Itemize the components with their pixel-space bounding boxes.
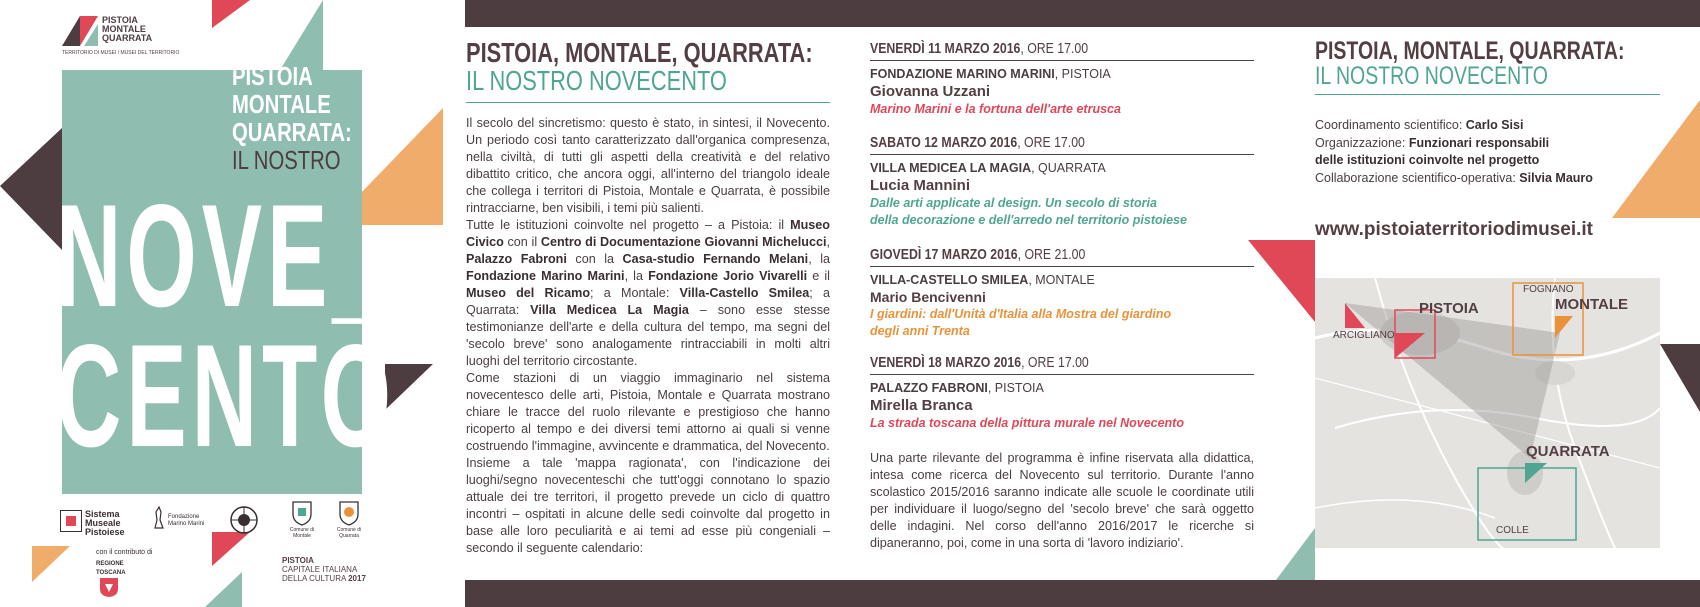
logo-line-1: PISTOIA: [102, 15, 138, 25]
event-3: [870, 246, 1254, 340]
intro-panel: [466, 38, 830, 578]
logo-line-2: MONTALE: [102, 24, 146, 34]
intro-paragraph-1: Il secolo del sincretismo: questo è stato, in sintesi, il Novecento. Un periodo così tanto caratterizzato dall'organica compresenza, nella civiltà, di tutti gli aspetti della creatività e del relativo dibattito critico, che ancora oggi, all'interno del triangolo ideale che collega i territori di Pistoia, Montale e Quarrata, è possibile rintracciarne, ben visibili, i temi più salienti.: [466, 116, 830, 215]
intro-body: [466, 115, 830, 557]
event-title: Dalle arti applicate al design. Un secolo di storia: [870, 196, 1157, 210]
emblem-icon: [226, 502, 262, 538]
map-label-quarrata: QUARRATA: [1526, 443, 1610, 460]
map-label-colle: COLLE: [1496, 525, 1529, 536]
logo-mark-icon: [62, 16, 98, 46]
event-1: [870, 40, 1254, 118]
logo-fondazione-marini: Fondazione Marino Marini: [152, 504, 212, 536]
capitale-line-1: PISTOIA: [282, 556, 314, 565]
territory-map: [1315, 278, 1660, 548]
event-title-line-2: degli anni Trenta: [870, 324, 970, 338]
intro-paragraph-4: Insieme a tale 'mappa ragionata', con l'indicazione dei luoghi/segno novecenteschi che tutt'oggi connotano lo spazio attuale dei tre territori, il progetto prevede un ciclo di quattro incontri – ospitati in alcune delle sedi coinvolte dal progetto in base alle loro peculiarità e ai temi ad esse più congeniali – secondo il seguente calendario:: [466, 456, 830, 555]
credit-coordinamento: Coordinamento scientifico: Carlo Sisi: [1315, 118, 1524, 132]
capitale-block: [282, 556, 366, 583]
cover-title-line-4: IL NOSTRO: [232, 145, 341, 175]
event-date: GIOVEDÌ 17 MARZO 2016, ORE 21.00: [870, 246, 1086, 263]
back-panel: [1315, 38, 1660, 578]
contrib-label: con il contributo di: [96, 549, 153, 556]
shield-icon: [291, 500, 313, 526]
dark-triangle-left: [0, 128, 62, 250]
credit-organizzazione-2: delle istituzioni coinvolte nel progetto: [1315, 153, 1540, 167]
intro-subtitle: IL NOSTRO NOVECENTO: [466, 65, 727, 96]
event-place: PALAZZO FABRONI, PISTOIA: [870, 381, 1044, 395]
regione-label: REGIONE TOSCANA: [96, 561, 126, 576]
cover-title-line-3: QUARRATA:: [232, 117, 352, 147]
teal-triangle-middle: [1276, 528, 1315, 580]
intro-title: PISTOIA, MONTALE, QUARRATA:: [466, 37, 813, 68]
logo-coat-emblem: [226, 502, 262, 538]
event-rule: [870, 266, 1254, 267]
capitale-line-2: CAPITALE ITALIANA: [282, 565, 358, 574]
events-panel: [870, 40, 1254, 580]
event-rule: [870, 154, 1254, 155]
event-date: SABATO 12 MARZO 2016, ORE 17.00: [870, 134, 1085, 151]
event-title: La strada toscana della pittura murale nel Novecento: [870, 416, 1184, 430]
event-place: VILLA MEDICEA LA MAGIA, QUARRATA: [870, 161, 1106, 175]
top-bar-1: [465, 0, 1315, 27]
dark-triangle-far-right: [1660, 344, 1700, 412]
credits: [1315, 117, 1660, 187]
back-subtitle: IL NOSTRO NOVECENTO: [1315, 62, 1548, 90]
event-place: FONDAZIONE MARINO MARINI, PISTOIA: [870, 67, 1111, 81]
credit-organizzazione: Organizzazione: Funzionari responsabili: [1315, 135, 1550, 150]
cover-title-line-1: PISTOIA: [232, 61, 313, 91]
teal-triangle-bottom: [205, 572, 242, 607]
map-label-montale: MONTALE: [1555, 296, 1629, 313]
map-triangle: [1345, 303, 1560, 458]
event-title: I giardini: dall'Unità d'Italia alla Mostra del giardino: [870, 307, 1172, 321]
event-rule: [870, 60, 1254, 61]
event-rule: [870, 374, 1254, 375]
event-4: [870, 354, 1254, 432]
event-speaker: Lucia Mannini: [870, 177, 971, 194]
event-title: Marino Marini e la fortuna dell'arte etrusca: [870, 102, 1121, 116]
capitale-year: 2017: [348, 574, 366, 583]
map-label-fognano: FOGNANO: [1523, 284, 1574, 295]
event-speaker: Mario Bencivenni: [870, 289, 986, 305]
cover-title: [232, 62, 352, 174]
cover-title-line-2: MONTALE: [232, 89, 331, 119]
event-speaker: Mirella Branca: [870, 397, 973, 414]
logo-comune-montale: Comune di Montale: [286, 500, 318, 544]
logo-comune-quarrata: Comune di Quarrata: [332, 500, 366, 544]
montale-marker: [1555, 316, 1573, 338]
intro-paragraph-2: Tutte le istituzioni coinvolte nel progetto – a Pistoia: il Museo Civico con il Centro di Documentazione Giovanni Michelucci, Palazzo Fabroni con la Casa-studio Fernando Melani, la Fondazione Marino Marini, la Fondazione Jorio Vivarelli e il Museo del Ricamo; a Montale: Villa-Castello Smilea; a Quarrata: Villa Medicea La Magia – sono esse stesse testimonianze dell'arte e della cultura del tempo, ma segni del 'secolo breve' sono analogamente rintracciabili in molti altri luoghi del territorio circostante.: [466, 218, 830, 368]
map-label-arcigliano: ARCIGLIANO: [1333, 330, 1395, 341]
credit-collaborazione: Collaborazione scientifico-operativa: Silvia Mauro: [1315, 170, 1593, 185]
intro-paragraph-3: Come stazioni di un viaggio immaginario nel sistema novecentesco delle arti, Pistoia, Montale e Quarrata mostrano chiare le tracce del ruolo rilevante e prestigioso che hanno ricoperto al tempo e dei diversi temi attorno ai quali si venne costruendo l'immagine, avvincente e drammatica, del Novecento.: [466, 371, 830, 453]
regione-flag-icon: [98, 576, 120, 598]
logo-sistema-museale: Sistema Museale Pistoiese: [60, 504, 132, 536]
shield-icon-2: [338, 500, 360, 526]
logo-line-3: QUARRATA: [102, 33, 153, 43]
horse-icon: [152, 506, 166, 530]
back-title: PISTOIA, MONTALE, QUARRATA:: [1315, 37, 1625, 65]
bottom-bar-1: [465, 580, 1315, 607]
cover-panel: [0, 0, 465, 607]
event-date: VENERDÌ 11 MARZO 2016, ORE 17.00: [870, 40, 1089, 57]
map-label-pistoia: PISTOIA: [1419, 300, 1479, 317]
capitale-line-3: DELLA CULTURA: [282, 574, 346, 583]
big-line-2: CENTO: [56, 314, 396, 477]
teal-triangle-top: [280, 0, 323, 70]
cover-big-word: [56, 174, 396, 477]
event-speaker: Giovanna Uzzani: [870, 83, 991, 100]
red-triangle-middle: [1248, 240, 1315, 322]
event-2: [870, 134, 1254, 229]
didattica-paragraph: Una parte rilevante del programma è infine riservata alla didattica, intesa come ricerca del Novecento sul territorio. Durante l'anno scolastico 2015/2016 saranno indicate alle scuole le coordinate utili per individuare il luogo/segno del 'secolo breve' che sarà oggetto delle indagini. Nel corso dell'anno 2016/2017 le ricerche si dipaneranno, poi, come in una sorta di 'lavoro indiziario'.: [870, 451, 1254, 550]
big-line-1: NOVE_: [56, 174, 388, 337]
intro-title-rule: [466, 102, 830, 103]
orange-triangle-bottom: [32, 546, 70, 582]
back-title-rule: [1315, 94, 1660, 95]
event-date: VENERDÌ 18 MARZO 2016, ORE 17.00: [870, 354, 1089, 371]
map-graphic: [1315, 278, 1660, 548]
event-place: VILLA-CASTELLO SMILEA, MONTALE: [870, 273, 1095, 287]
event-title-line-2: della decorazione e dell'arredo nel territorio pistoiese: [870, 213, 1187, 227]
logo-tagline: TERRITORIO DI MUSEI / MUSEI DEL TERRITORIO: [62, 50, 180, 56]
website-link[interactable]: www.pistoiaterritoriodimusei.it: [1315, 219, 1593, 240]
cover-logo: [62, 16, 222, 60]
partner-logos: [60, 500, 370, 544]
